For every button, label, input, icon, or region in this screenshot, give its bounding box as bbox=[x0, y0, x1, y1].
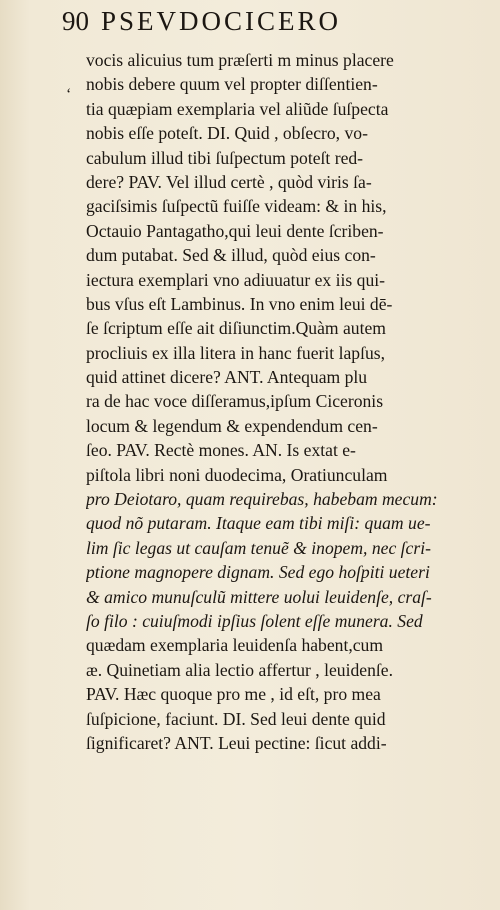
quoted-line: & amico munuſculũ mittere uolui leuidenſe, craſ- bbox=[86, 586, 432, 607]
text-line: ſignificaret? ANT. Leui pectine: ſicut addi- bbox=[86, 732, 387, 753]
text-block bbox=[86, 48, 486, 755]
quoted-line: lim ſic legas ut cauſam tenuẽ & inopem, nec ſcri- bbox=[86, 537, 431, 558]
text-line: æ. Quinetiam alia lectio affertur , leuidenſe. bbox=[86, 659, 393, 680]
text-line: dum putabat. Sed & illud, quòd eius con- bbox=[86, 245, 376, 266]
text-line: gaciſsimis ſuſpectũ fuiſſe videam: & in his, bbox=[86, 196, 387, 217]
margin-mark: ‘ bbox=[66, 86, 72, 103]
running-header bbox=[62, 6, 341, 37]
text-line: tia quæpiam exemplaria vel aliũde ſuſpecta bbox=[86, 98, 389, 119]
text-line: procliuis ex illa litera in hanc fuerit lapſus, bbox=[86, 342, 385, 363]
text-line: quid attinet dicere? ANT. Antequam plu bbox=[86, 367, 368, 388]
text-line: quædam exemplaria leuidenſa habent,cum bbox=[86, 635, 384, 656]
quoted-line: ptione magnopere dignam. Sed ego hoſpiti ueteri bbox=[86, 562, 430, 583]
page-number: 90 bbox=[62, 6, 89, 36]
running-title: PSEVDOCICERO bbox=[101, 6, 342, 36]
text-line: ra de hac voce diſſeramus,ipſum Ciceronis bbox=[86, 391, 384, 412]
quoted-line: pro Deiotaro, quam requirebas, habebam mecum: bbox=[86, 489, 438, 510]
text-line: bus vſus eſt Lambinus. In vno enim leui dē- bbox=[86, 293, 393, 314]
quoted-line: quod nõ putaram. Itaque eam tibi miſi: quam ue- bbox=[86, 513, 431, 534]
text-line: PAV. Hæc quoque pro me , id eſt, pro mea bbox=[86, 684, 381, 705]
text-line: vocis alicuius tum præſerti m minus placere bbox=[86, 50, 394, 70]
text-line: locum & legendum & expendendum cen- bbox=[86, 415, 378, 436]
text-line: ſe ſcriptum eſſe ait diſiunctim.Quàm autem bbox=[86, 318, 386, 339]
text-line: iectura exemplari vno adiuuatur ex iis qui- bbox=[86, 269, 385, 290]
text-line: cabulum illud tibi ſuſpectum poteſt red- bbox=[86, 147, 364, 168]
text-line: Octauio Pantagatho,qui leui dente ſcriben- bbox=[86, 220, 384, 241]
text-line: ſuſpicione, faciunt. DI. Sed leui dente quid bbox=[86, 708, 386, 729]
text-line: dere? PAV. Vel illud certè , quòd viris ſa- bbox=[86, 171, 372, 192]
text-line: nobis debere quum vel propter diſſentien- bbox=[86, 74, 378, 95]
quoted-line: ſo filo : cuiuſmodi ipſius ſolent eſſe munera. Sed bbox=[86, 610, 423, 631]
text-line: ſeo. PAV. Rectè mones. AN. Is extat e- bbox=[86, 440, 356, 461]
text-line: piſtola libri noni duodecima, Oratiunculam bbox=[86, 464, 388, 485]
text-line: nobis eſſe poteſt. DI. Quid , obſecro, vo- bbox=[86, 123, 368, 144]
